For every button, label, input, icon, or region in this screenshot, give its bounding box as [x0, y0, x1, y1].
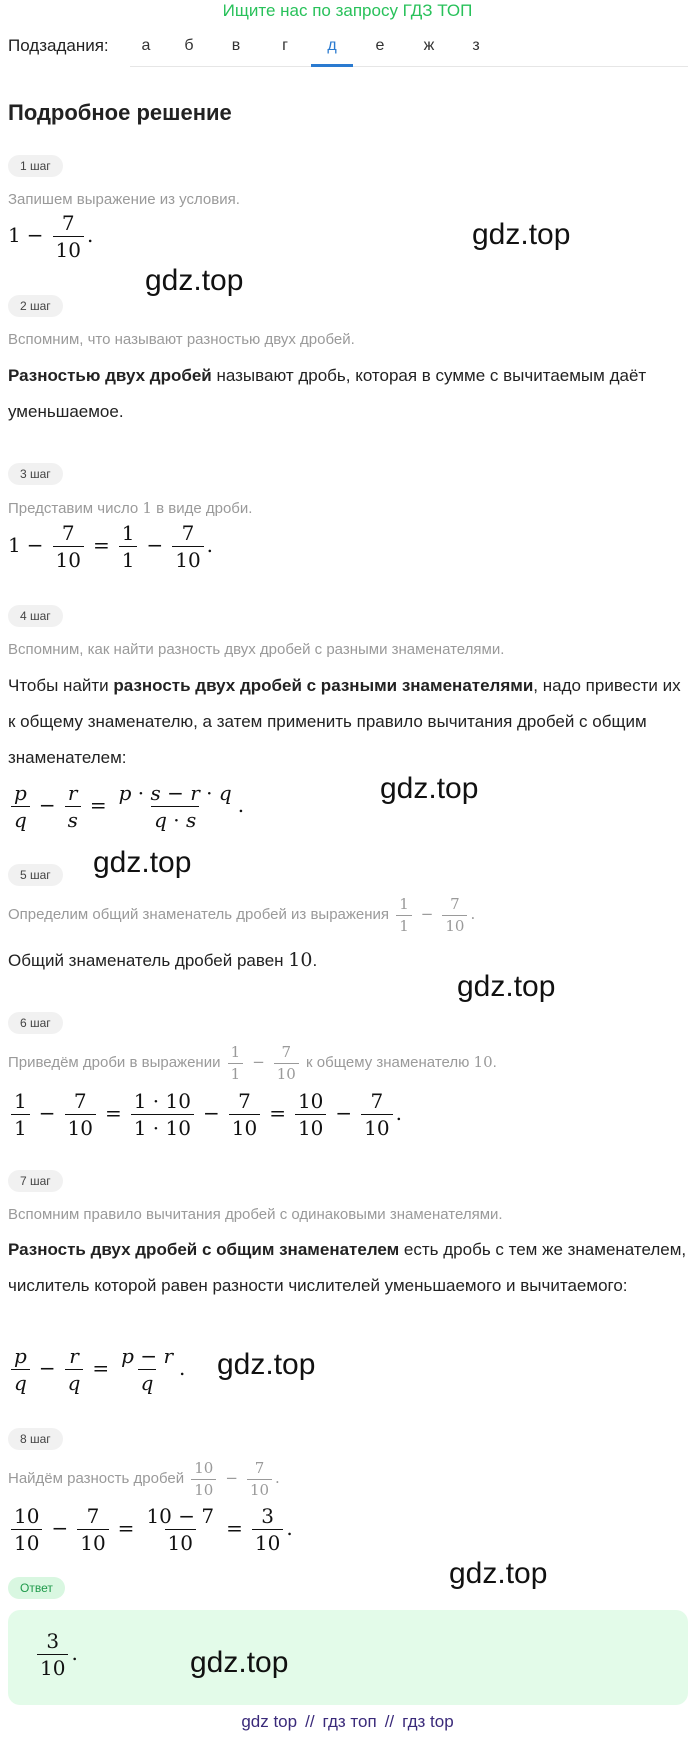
step-hint: Найдём разность дробей $\frac{10}{10}$ − $\frac{7}{10}$ .: [8, 1459, 280, 1499]
step-badge: 1 шаг: [8, 155, 63, 177]
page-title: Подробное решение: [8, 100, 232, 125]
footer-separator: //: [384, 1712, 395, 1731]
tab-z[interactable]: з: [472, 37, 480, 54]
tab-d[interactable]: д: [311, 34, 353, 67]
step-hint: Представим число 1 в виде дроби.: [8, 499, 253, 517]
watermark: gdz.top: [472, 218, 571, 251]
result-text: Общий знаменатель дробей равен 10.: [8, 949, 318, 971]
step-hint: Вспомним правило вычитания дробей с одинаковыми знаменателями.: [8, 1206, 503, 1223]
watermark: gdz.top: [93, 846, 192, 879]
tab-v[interactable]: в: [231, 37, 241, 54]
step-badge: 8 шаг: [8, 1428, 63, 1450]
watermark: gdz.top: [145, 264, 244, 297]
tab-g[interactable]: г: [282, 37, 288, 54]
step-badge: 4 шаг: [8, 605, 63, 627]
expression: 1 − $\frac{7}{10}$ .: [8, 211, 94, 262]
step-badge: 5 шаг: [8, 864, 63, 886]
watermark: gdz.top: [449, 1557, 548, 1590]
rule-text: Разность двух дробей с общим знаменателем есть дробь с тем же знаменателем, числитель которой равен разности числителей уменьшаемого и вычитаемого:: [8, 1240, 687, 1295]
expression: 1 − $\frac{7}{10}$ = $\frac{1}{1}$ − $\frac{7}{10}$ .: [8, 521, 214, 572]
tab-zh[interactable]: ж: [423, 37, 435, 54]
footer-link[interactable]: гдз топ: [322, 1712, 377, 1731]
watermark: gdz.top: [190, 1646, 289, 1679]
step-badge: 2 шаг: [8, 295, 63, 317]
step-badge: 6 шаг: [8, 1012, 63, 1034]
subtasks-bar: [8, 34, 688, 68]
definition-term: Разностью двух дробей: [8, 366, 212, 385]
footer-links: [0, 1712, 695, 1732]
tab-b[interactable]: б: [184, 37, 194, 54]
footer-separator: //: [305, 1712, 315, 1731]
watermark: gdz.top: [217, 1348, 316, 1381]
formula: $\frac{p}{q}$ − $\frac{r}{q}$ = $\frac{p - r}{q}$ .: [8, 1345, 185, 1394]
step-badge: 7 шаг: [8, 1170, 63, 1192]
watermark: gdz.top: [457, 970, 556, 1003]
tab-a[interactable]: а: [141, 37, 151, 54]
tab-e[interactable]: е: [375, 37, 385, 54]
footer-link[interactable]: гдз top: [402, 1712, 454, 1731]
answer-box: [8, 1610, 688, 1705]
step-badge: 3 шаг: [8, 463, 63, 485]
definition-text: [8, 358, 688, 430]
step-hint: Запишем выражение из условия.: [8, 191, 240, 208]
footer-link[interactable]: gdz top: [241, 1712, 298, 1731]
answer-badge: Ответ: [8, 1577, 65, 1599]
step-hint: Вспомним, что называют разностью двух дробей.: [8, 331, 355, 348]
expression: $\frac{10}{10}$ − $\frac{7}{10}$ = $\frac{10 - 7}{10}$ = $\frac{3}{10}$ .: [8, 1505, 293, 1554]
formula: $\frac{p}{q}$ − $\frac{r}{s}$ = $\frac{p \cdot s - r \cdot q}{q \cdot s}$ .: [8, 782, 244, 831]
watermark: gdz.top: [380, 772, 479, 805]
step-hint: Определим общий знаменатель дробей из выражения $\frac{1}{1}$ − $\frac{7}{10}$ .: [8, 895, 476, 935]
expression: $\frac{1}{1}$ − $\frac{7}{10}$ = $\frac{1 \cdot 10}{1 \cdot 10}$ − $\frac{7}{10}$ = $\frac{10}{10}$ − $\frac{7}{10}$ .: [8, 1090, 402, 1139]
step-hint: Вспомним, как найти разность двух дробей с разными знаменателями.: [8, 641, 505, 658]
definition-body: называют дробь, которая в сумме с вычитаемым даёт уменьшаемое.: [8, 366, 647, 421]
search-banner: Ищите нас по запросу ГДЗ ТОП: [222, 1, 473, 20]
answer-value: $\frac{3}{10}$ .: [34, 1630, 78, 1679]
rule-text: Чтобы найти разность двух дробей с разными знаменателями, надо привести их к общему знаменателю, а затем применить правило вычитания дробей с общим знаменателем:: [8, 676, 681, 767]
subtasks-label: Подзадания:: [8, 36, 109, 55]
step-hint: Приведём дроби в выражении $\frac{1}{1}$ − $\frac{7}{10}$ к общему знаменателю 10.: [8, 1043, 497, 1083]
